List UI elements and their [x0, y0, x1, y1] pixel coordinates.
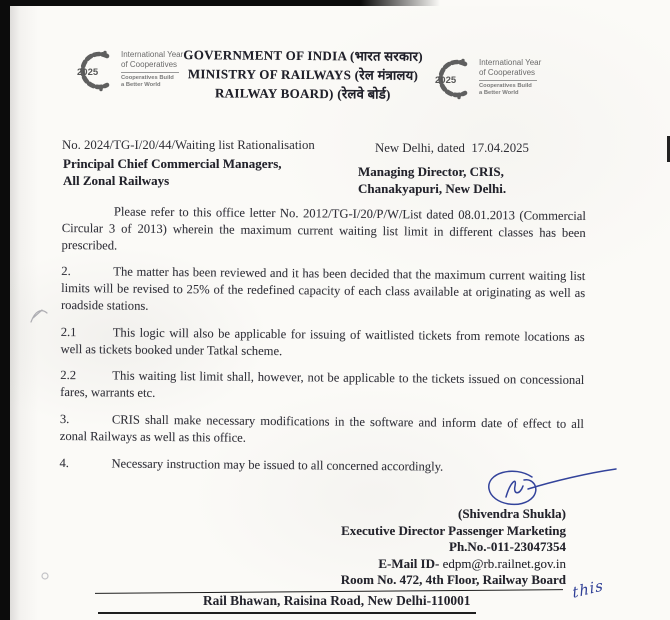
- addressee-right-line1: Managing Director, CRIS,: [358, 164, 504, 179]
- addressee-right-line2: Chanakyapuri, New Delhi.: [358, 180, 507, 196]
- place-and-date: [375, 141, 529, 156]
- org-line-government: GOVERNMENT OF INDIA (भारत सरकार): [183, 47, 423, 64]
- emblem-tagline-line2: a Better World: [121, 81, 161, 88]
- signatory-room: Room No. 472, 4th Floor, Railway Board: [340, 572, 566, 588]
- email-label: E-Mail ID-: [378, 555, 440, 571]
- emblem-divider: [479, 80, 537, 81]
- signatory-email-line: [200, 556, 566, 573]
- paragraph-2-text: The matter has been reviewed and it has been decided that the maximum current waiting list limits will be revised to 25% of the redefined capacity of each class available at originating as well as roadside stations.: [60, 264, 586, 313]
- addressee-right: [358, 164, 506, 197]
- paragraph-2-1-text: This logic will also be applicable for issuing of waitlisted tickets from remote locations as well as tickets booked under Tatkal scheme.: [60, 325, 585, 358]
- emblem-tagline-line1: Cooperatives Build: [479, 83, 532, 89]
- org-line-board: RAILWAY BOARD) (रेलवे बोर्ड): [214, 85, 391, 102]
- paragraph-4-number: 4.: [59, 455, 70, 470]
- emblem-title-line2: of Cooperatives: [479, 67, 536, 77]
- paragraph-2: [61, 263, 585, 318]
- signatory-designation: Executive Director Passenger Marketing: [341, 522, 566, 538]
- margin-scribble-icon: [28, 306, 52, 326]
- addressee-left: [63, 156, 282, 189]
- paragraph-2-number: 2.: [61, 264, 71, 279]
- cooperatives-emblem-icon: [428, 52, 474, 104]
- paragraph-2-1-number: 2.1: [60, 324, 77, 339]
- handwritten-note: this: [571, 576, 605, 602]
- letterhead-title: [178, 45, 428, 104]
- emblem-title-line1: International Year: [121, 50, 184, 59]
- emblem-divider: [121, 72, 179, 73]
- emblem-text: [479, 52, 541, 97]
- paragraph-intro: [62, 203, 586, 258]
- paragraph-2-2-text: This waiting list limit shall, however, not be applicable to the tickets issued on concessional fares, warrants etc.: [60, 368, 585, 401]
- paragraph-4-text: Necessary instruction may be issued to all concerned accordingly.: [111, 456, 444, 474]
- cooperatives-emblem-icon: [70, 44, 116, 96]
- signature-block: [200, 506, 566, 589]
- paragraph-2-2-number: 2.2: [60, 368, 77, 383]
- scan-edge-top: [0, 0, 440, 6]
- paragraph-intro-text: Please refer to this office letter No. 2012/TG-I/20/P/W/List dated 08.01.2013 (Commercial Circular 3 of 2013) wherein the maximum current waiting list limit in different classes has been prescribed.: [61, 204, 586, 253]
- reference-number: No. 2024/TG-I/20/44/Waiting list Rationalisation: [62, 138, 315, 152]
- signatory-name: (Shivendra Shukla): [457, 506, 566, 521]
- paragraph-3: [60, 411, 584, 450]
- addressee-left-line1: Principal Chief Commercial Managers,: [63, 156, 282, 171]
- emblem-tagline-line1: Cooperatives Build: [121, 75, 174, 81]
- iyc-2025-emblem-right: [428, 52, 541, 104]
- org-line-ministry: MINISTRY OF RAILWAYS (रेल मंत्रालय): [187, 66, 419, 83]
- emblem-title-line2: of Cooperatives: [121, 59, 178, 69]
- emblem-tagline-line2: a Better World: [479, 89, 519, 96]
- emblem-year: 2025: [77, 67, 99, 78]
- iyc-2025-emblem-left: [70, 44, 183, 96]
- place-dated-label: New Delhi, dated: [375, 141, 465, 155]
- paragraph-2-2: [60, 367, 584, 406]
- scan-edge-left: [0, 0, 10, 620]
- email-address: edpm@rb.railnet.gov.in: [442, 555, 566, 571]
- office-address: Rail Bhawan, Raisina Road, New Delhi-110001: [203, 593, 471, 608]
- paragraph-3-text: CRIS shall make necessary modifications in the software and inform date of effect to all zonal Railways as well as this office.: [59, 412, 584, 445]
- emblem-year: 2025: [435, 75, 457, 86]
- signatory-phone: Ph.No.-011-23047354: [449, 539, 566, 555]
- paragraph-3-number: 3.: [59, 411, 70, 427]
- addressee-left-line2: All Zonal Railways: [63, 172, 170, 188]
- footer-rule-bottom: [98, 612, 476, 614]
- emblem-title-line1: International Year: [479, 58, 542, 67]
- paragraph-2-1: [61, 324, 585, 363]
- letter-body: [59, 203, 586, 486]
- emblem-text: [121, 44, 183, 89]
- letter-date: 17.04.2025: [471, 141, 529, 155]
- margin-dot-icon: [40, 571, 50, 581]
